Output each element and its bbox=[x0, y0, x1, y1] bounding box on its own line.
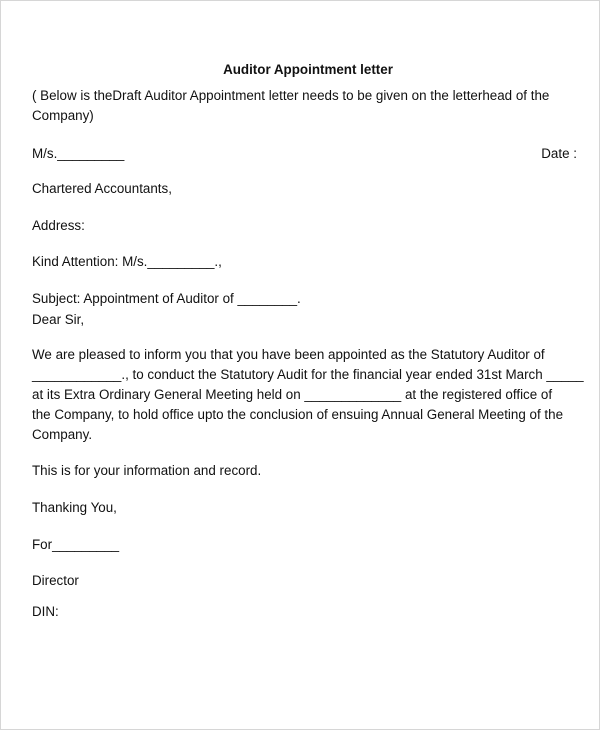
info-line: This is for your information and record. bbox=[32, 463, 262, 478]
body-line-1: We are pleased to inform you that you have been appointed as the Statutory Auditor of bbox=[32, 347, 545, 362]
recipient: Chartered Accountants, bbox=[32, 181, 172, 196]
attention-line: Kind Attention: M/s._________., bbox=[32, 254, 222, 269]
body-line-3: at its Extra Ordinary General Meeting held on _____________ at the registered office of bbox=[32, 387, 553, 402]
body-line-4: the Company, to hold office upto the conclusion of ensuing Annual General Meeting of the bbox=[32, 407, 564, 422]
letter-title: Auditor Appointment letter bbox=[223, 62, 393, 77]
designation: Director bbox=[32, 573, 79, 588]
subject-line: Subject: Appointment of Auditor of ________. bbox=[32, 291, 301, 306]
body-line-2: ____________., to conduct the Statutory Audit for the financial year ended 31st March _____ bbox=[32, 367, 584, 382]
din-label: DIN: bbox=[32, 604, 59, 619]
body-line-5: Company. bbox=[32, 427, 93, 442]
intro-line-2: Company) bbox=[32, 108, 94, 123]
intro-line-1: ( Below is theDraft Auditor Appointment letter needs to be given on the letterhead of the bbox=[32, 88, 550, 103]
address-label: Address: bbox=[32, 218, 85, 233]
ms-line: M/s._________ bbox=[32, 146, 125, 161]
closing: Thanking You, bbox=[32, 500, 117, 515]
for-line: For_________ bbox=[32, 537, 120, 552]
salutation: Dear Sir, bbox=[32, 312, 85, 327]
date-label: Date : bbox=[541, 146, 577, 161]
